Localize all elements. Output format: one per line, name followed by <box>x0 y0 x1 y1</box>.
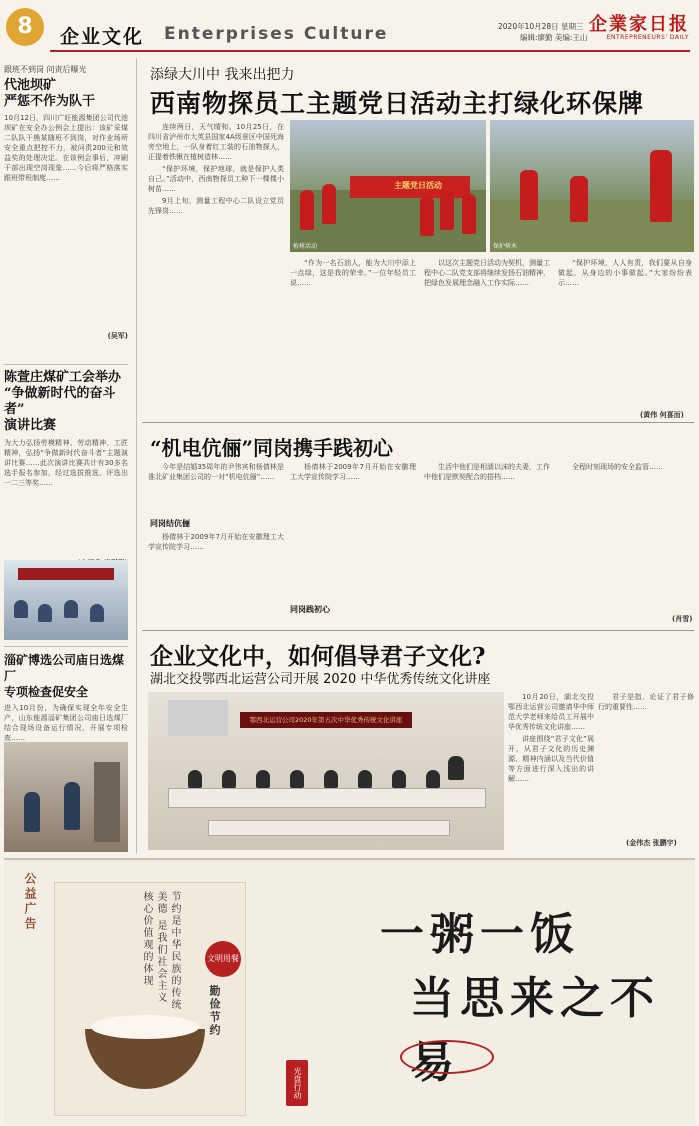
story2-title: “机电伉俪”同岗携手践初心 <box>150 436 394 460</box>
date-line: 2020年10月28日 星期三 <box>498 22 584 31</box>
section-title: 企业文化 <box>60 26 145 48</box>
ad-label: 公益广告 <box>23 872 37 932</box>
lead-kicker: 添绿大川中 我来出把力 <box>150 67 295 83</box>
page-number-badge: 8 <box>6 8 44 46</box>
lead-body-col1: 连续两日，天气晴和。10月25日，在四川省泸州市大英县国家4A级景区中国死海旁空地上，一队身着红工装的石油物探人，正提着铁锹在植树造林…… “保护环境，保护地球，就是保护人类自己。”活动中，西南物探员工种下一棵棵小树苗…… 9月上旬，测量工程中心二队设立党员先锋岗…… <box>148 123 284 215</box>
story2-byline: (肖雪) <box>672 615 693 623</box>
story2-body-col1b: 杨倩林于2009年7月开始在安徽理工大学宣传院学习…… <box>148 533 284 551</box>
cloud-ornament-icon <box>400 1040 494 1074</box>
divider <box>4 364 128 365</box>
story1-byline: (吴军) <box>107 332 128 340</box>
masthead: 企業家日报 <box>589 14 689 35</box>
lead-body-col2: “作为一名石油人，能为大川中添上一点绿，这是我的荣幸。”一位年轻员工说…… <box>290 259 416 287</box>
story2-body-col3: 生活中他们是相濡以沫的夫妻，工作中他们是默契配合的搭档…… <box>424 463 550 481</box>
banner-text: 主题党日活动 <box>394 181 442 190</box>
editor-line: 编辑:廖勤 美编:王山 <box>520 33 588 42</box>
red-seal: 光盘行动 <box>286 1060 308 1106</box>
divider <box>142 422 694 423</box>
section-title-en: Enterprises Culture <box>164 24 389 44</box>
ad-slogan-line1: 一粥一饭 <box>380 909 580 960</box>
photo-caption: 保护树木 <box>493 243 518 250</box>
lecture-photo <box>148 692 504 850</box>
story2-subhead-2: 同岗践初心 <box>290 605 330 614</box>
left-kicker: 跟班不到岗 问责后曝光 <box>4 65 87 74</box>
story2-title: 陈萱庄煤矿工会举办 “争做新时代的奋斗者” 演讲比赛 <box>4 370 122 433</box>
story2-body-col4: 全程时刻现场的安全监管…… <box>572 463 663 471</box>
speech-contest-photo <box>4 560 128 640</box>
lead-byline: (黄伟 何喜而) <box>640 411 684 419</box>
lead-photo-2 <box>490 120 694 252</box>
ad-left-panel <box>54 882 246 1116</box>
left-column <box>4 64 128 341</box>
divider <box>4 646 128 647</box>
inspection-photo <box>4 742 128 852</box>
lead-body-col4: “保护环境，人人有责，我们要从自身做起，从身边的小事做起。”大家纷纷表示…… <box>558 259 692 287</box>
lead-title: 西南物探员工主题党日活动主打绿化环保牌 <box>150 89 645 118</box>
story3-title: 企业文化中，如何倡导君子文化? <box>150 643 486 670</box>
header-rule <box>50 50 690 52</box>
story3-body-col2: 君子是指，论证了君子修行的重要性…… <box>598 693 694 711</box>
story3-body-col1: 10月20日，湖北交投鄂西北运营公司邀请华中师范大学老师来给员工开展中华优秀传统文化讲座…… 讲座围绕“君子文化”展开，从君子文化的历史渊源、精神内涵以及当代价值等方面进行深入浅出的讲解…… <box>508 693 594 783</box>
story1-title: 代池坝矿 严惩不作为队干 <box>4 78 96 109</box>
story2-body-col1: 今年是结婚35周年的尹伟宾和杨倩林是淮北矿业集团公司的一对“机电伉俪”…… <box>148 463 284 481</box>
ad-thrift-text: 勤俭节约 <box>208 985 221 1037</box>
lead-body-col3: 以这次主题党日活动为契机，测量工程中心二队党支部将继续发扬石油精神，把绿色发展理念融入工作实际…… <box>424 259 550 287</box>
story2-body-col2: 杨倩林于2009年7月开始在安徽理工大学宣传院学习…… <box>290 463 416 481</box>
story2-subhead-1: 同岗结伉俪 <box>150 519 190 528</box>
story3-title: 淄矿博选公司庙日选煤厂 专项检查促安全 <box>4 653 125 699</box>
divider <box>142 630 694 631</box>
lead-photo-1 <box>290 120 486 252</box>
civilized-dining-badge: 文明用餐 <box>205 941 241 977</box>
story3-text: 进入10月份，为确保实现全年安全生产，山东能源淄矿集团公司庙日选煤厂结合现场设备运行情况，开展专项检查…… <box>4 704 128 742</box>
story1-text: 10月12日，四川广旺能源集团公司代池坝矿在安全办公例会上提出：该矿采煤二队队干熊某随班不到岗，对作业场所安全重点把控不力，被问责200元和效益奖的处理决定。在该例会事后，冲刷干部出现空岗现象……今后将严格落实跟班带班制度…… <box>4 114 128 182</box>
ad-slogan-line2: 当思来之不易 <box>410 973 660 1088</box>
lecture-screen-text: 鄂西北运营公司2020年第五次中华优秀传统文化讲座 <box>240 712 412 728</box>
left-story3 <box>4 652 128 753</box>
ad-vertical-text: 节约是中华民族的传统美德 是我们社会主义核心价值观的体现 <box>141 891 180 1011</box>
photo-caption: 植树活动 <box>293 243 318 250</box>
masthead-en: ENTREPRENEURS' DAILY <box>606 34 689 41</box>
story3-subtitle: 湖北交投鄂西北运营公司开展 2020 中华优秀传统文化讲座 <box>150 672 491 687</box>
column-divider <box>136 58 137 854</box>
story2-text: 为大力弘扬劳模精神、劳动精神、工匠精神，弘扬“争做新时代奋斗者”主题演讲比赛……此次演讲比赛共计有30多名选手报名参加，经过选拔推选，评选出一二三等奖…… <box>4 439 128 487</box>
story3-byline: (金伟杰 张鹏宇) <box>626 839 677 847</box>
left-story2 <box>4 370 128 568</box>
